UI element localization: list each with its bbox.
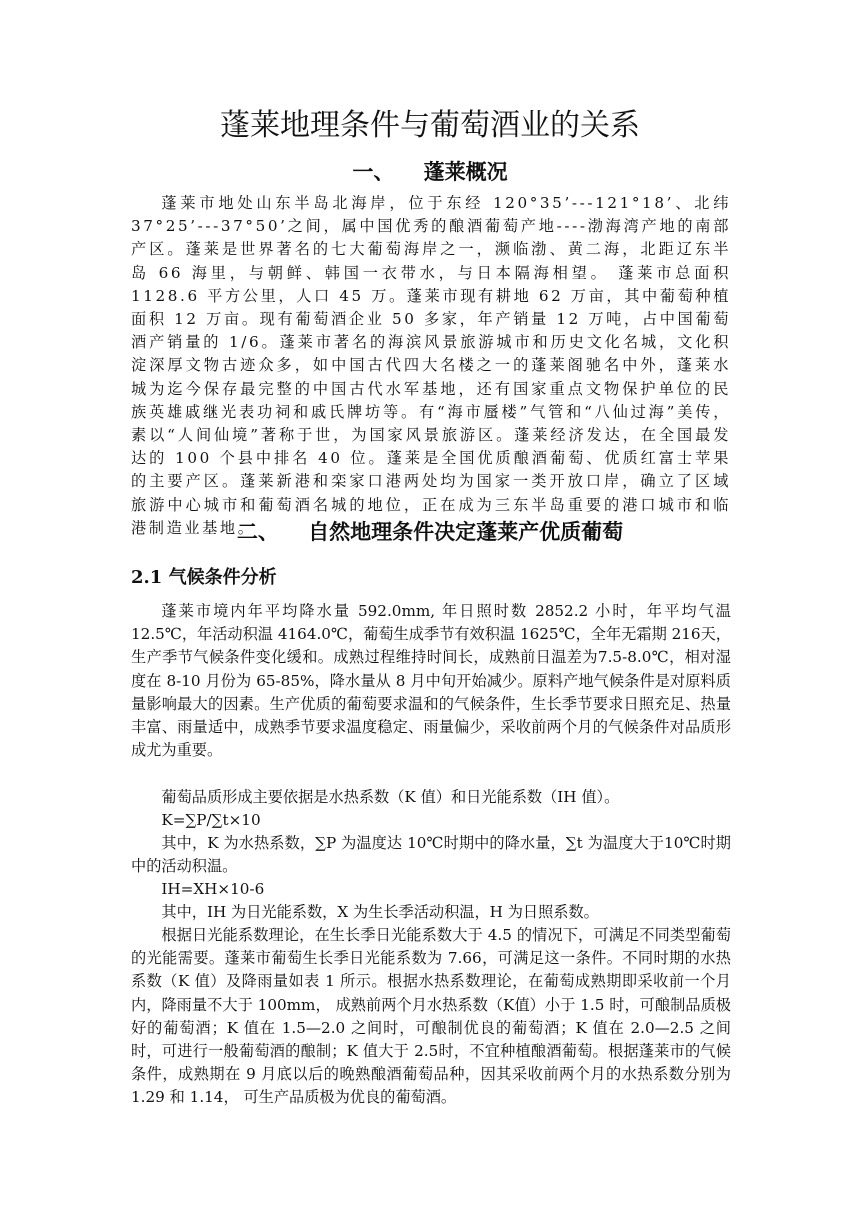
document-title: 蓬莱地理条件与葡萄酒业的关系 xyxy=(220,108,640,143)
climate-paragraph: 蓬莱市境内年平均降水量 592.0mm, 年日照时数 2852.2 小时，年平均气温12.5℃，年活动积温 4164.0℃，葡萄生成季节有效积温 1625℃，全年无霜期 216天，生产季节气候条件变化缓和。成熟过程维持时间长，成熟前日温差为7.5-8.0℃，相对湿度在 8-10 月份为 65-85%，降水量从 8 月中旬开始减少。原料产地气候条件是对原料质量影响最大的因素。生产优质的葡萄要求温和的气候条件，生长季节要求日照充足、热量丰富、雨量适中，成熟季节要求温度稳定、雨量偏少，采收前两个月的气候条件对品质形成尤为重要。 xyxy=(131,602,731,760)
formula-k-explanation: 其中，K 为水热系数，∑P 为温度达 10℃时期中的降水量，∑t 为温度大于10℃时期中的活动积温。 xyxy=(131,834,731,876)
formula-ih-explanation: 其中，IH 为日光能系数，X 为生长季活动积温，H 为日照系数。 xyxy=(161,903,599,921)
overview-paragraph: 蓬莱市地处山东半岛北海岸，位于东经 120°35’---121°18’、北纬37°25’---37°50’之间，属中国优秀的酿酒葡萄产地----渤海湾产地的南部产区。蓬莱是世界著名的七大葡萄海岸之一，濒临渤、黄二海，北距辽东半岛 66 海里，与朝鲜、韩国一衣带水，与日本隔海相望。 蓬莱市总面积 1128.6 平方公里，人口 45 万。蓬莱市现有耕地 62 万亩，其中葡萄种植面积 12 万亩。现有葡萄酒企业 50 多家，年产销量 12 万吨，占中国葡萄酒产销量的 1/6。蓬莱市著名的海滨风景旅游城市和历史文化名城，文化积淀深厚文物古迹众多，如中国古代四大名楼之一的蓬莱阁驰名中外，蓬莱水城为迄今保存最完整的中国古代水军基地，还有国家重点文物保护单位的民族英雄戚继光表功祠和戚氏牌坊等。有“海市蜃楼”气管和“八仙过海”美传，素以“人间仙境”著称于世，为国家风景旅游区。蓬莱经济发达，在全国最发达的 100 个县中排名 40 位。蓬莱是全国优质酿酒葡萄、优质红富士苹果的主要产区。蓬莱新港和栾家口港两处均为国家一类开放口岸，确立了区域旅游中心城市和葡萄酒名城的地位，正在成为三东半岛重要的港口城市和临港制造业基地。 xyxy=(131,194,731,537)
section-heading-overview: 一、 蓬莱概况 xyxy=(352,159,508,184)
section-heading-natural-conditions: 二、 自然地理条件决定蓬莱产优质葡萄 xyxy=(236,519,624,544)
quality-basis-line: 葡萄品质形成主要依据是水热系数（K 值）和日光能系数（IH 值）。 xyxy=(161,788,620,806)
formula-ih: IH=XH×10-6 xyxy=(161,880,265,898)
subsection-heading-climate: 2.1 气候条件分析 xyxy=(131,567,277,588)
solar-coefficient-paragraph: 根据日光能系数理论，在生长季日光能系数大于 4.5 的情况下，可满足不同类型葡萄的光能需要。蓬莱市葡萄生长季日光能系数为 7.66，可满足这一条件。不同时期的水热系数（K 值）及降雨量如表 1 所示。根据水热系数理论，在葡萄成熟期即采收前一个月内，降雨量不大于 100mm， 成熟前两个月水热系数（K值）小于 1.5 时，可酿制品质极好的葡萄酒；K 值在 1.5—2.0 之间时，可酿制优良的葡萄酒；K 值在 2.0—2.5 之间时，可进行一般葡萄酒的酿制；K 值大于 2.5时，不宜种植酿酒葡萄。根据蓬莱市的气候条件，成熟期在 9 月底以后的晚熟酿酒葡萄品种，因其采收前两个月的水热系数分别为 1.29 和 1.14， 可生产品质极为优良的葡萄酒。 xyxy=(131,926,731,1107)
formula-k: K=∑P/∑t×10 xyxy=(161,811,261,829)
